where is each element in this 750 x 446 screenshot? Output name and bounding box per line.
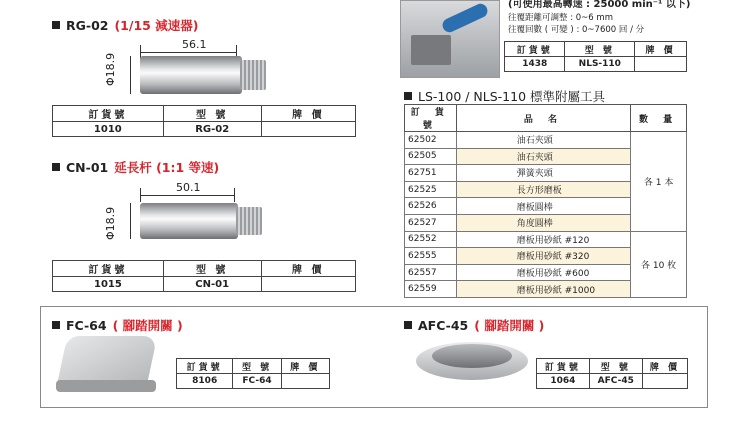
col-price: 牌 價 [261, 106, 355, 122]
price [635, 57, 687, 72]
col-model: 型 號 [233, 359, 281, 374]
rg02-title [52, 16, 198, 34]
bullet-square-icon [404, 92, 412, 100]
col-price: 牌 價 [261, 261, 355, 277]
dim-tick [234, 188, 235, 202]
col-price: 牌 價 [635, 42, 687, 57]
acc-title-text: LS-100 / NLS-110 標準附屬工具 [418, 89, 606, 104]
bullet-square-icon [404, 321, 412, 329]
dim-tick [130, 203, 131, 239]
accessory-order-no: 62557 [405, 264, 457, 281]
cn01-dim-line [140, 195, 234, 196]
model: FC-64 [233, 374, 281, 389]
col-model: 型 號 [589, 359, 642, 374]
accessory-order-no: 62502 [405, 132, 457, 149]
accessory-order-no: 62751 [405, 165, 457, 182]
accessory-table [404, 104, 687, 298]
accessory-order-no: 62505 [405, 148, 457, 165]
accessory-order-no: 62559 [405, 281, 457, 298]
col-price: 牌 價 [281, 359, 329, 374]
accessory-name: 油石夾頭 [456, 148, 630, 165]
fc64-subtitle: ( 腳踏開關 ) [112, 318, 183, 333]
bullet-square-icon [52, 21, 60, 29]
accessory-name: 磨板用砂紙 #1000 [456, 281, 630, 298]
nls-order-table [504, 41, 687, 72]
fc64-title [52, 316, 183, 334]
accessory-name: 長方形磨板 [456, 181, 630, 198]
rg02-subtitle: (1/15 減速器) [114, 18, 199, 33]
accessory-quantity: 各 10 枚 [631, 231, 687, 297]
afc45-code: AFC-45 [418, 317, 469, 333]
col-price: 牌 價 [642, 359, 687, 374]
model: NLS-110 [565, 57, 635, 72]
order-no: 8106 [177, 374, 233, 389]
price [261, 277, 355, 292]
accessory-name: 磨板用砂紙 #320 [456, 248, 630, 265]
nls110-image [400, 0, 500, 78]
nls-speed: (可使用最高轉速 : 25000 min⁻¹ 以下) [508, 0, 691, 10]
accessory-name: 角度圓棒 [456, 214, 630, 231]
bullet-square-icon [52, 163, 60, 171]
order-no: 1064 [537, 374, 590, 389]
col-order-no: 訂貨號 [53, 106, 164, 122]
model: RG-02 [163, 122, 261, 137]
afc45-subtitle: ( 腳踏開關 ) [474, 318, 545, 333]
fc64-code: FC-64 [66, 317, 107, 333]
rg02-length: 56.1 [182, 38, 207, 51]
fc64-order-table [176, 358, 330, 389]
col-order-no: 訂貨號 [53, 261, 164, 277]
order-no: 1438 [505, 57, 565, 72]
cn01-image [140, 203, 238, 239]
fc64-image [56, 336, 158, 394]
col-order-no: 訂貨號 [505, 42, 565, 57]
cn01-order-table [52, 260, 356, 292]
accessory-order-no: 62527 [405, 214, 457, 231]
price [261, 122, 355, 137]
cn01-subtitle: 延長杆 (1:1 等速) [114, 160, 220, 175]
rg02-thread [240, 60, 266, 90]
model: AFC-45 [589, 374, 642, 389]
order-no: 1010 [53, 122, 164, 137]
cn01-diameter: Φ18.9 [104, 206, 117, 240]
afc45-order-table [536, 358, 688, 389]
accessory-order-no: 62526 [405, 198, 457, 215]
bullet-square-icon [52, 321, 60, 329]
col-model: 型 號 [565, 42, 635, 57]
rg02-image [140, 56, 242, 94]
cn01-length: 50.1 [176, 181, 201, 194]
rg02-code: RG-02 [66, 17, 109, 33]
col-order-no: 訂貨號 [537, 359, 590, 374]
cn01-title [52, 158, 219, 176]
col-quantity: 數 量 [631, 105, 687, 132]
col-item-name: 品 名 [456, 105, 630, 132]
order-no: 1015 [53, 277, 164, 292]
price [281, 374, 329, 389]
accessory-order-no: 62525 [405, 181, 457, 198]
afc45-title [404, 316, 544, 334]
accessory-quantity: 各 1 本 [631, 132, 687, 232]
acc-title [404, 87, 605, 105]
accessory-name: 油石夾頭 [456, 132, 630, 149]
dim-tick [130, 56, 131, 94]
cn01-code: CN-01 [66, 159, 109, 175]
rg02-order-table [52, 105, 356, 137]
col-model: 型 號 [163, 261, 261, 277]
cn01-thread [236, 207, 262, 235]
nls-reciprocation: 往覆回數 ( 可變 ) : 0~7600 回 / 分 [508, 25, 645, 35]
col-order-no: 訂 貨 號 [405, 105, 457, 132]
accessory-name: 彈簧夾頭 [456, 165, 630, 182]
col-model: 型 號 [163, 106, 261, 122]
afc45-image [416, 338, 528, 382]
col-order-no: 訂貨號 [177, 359, 233, 374]
accessory-order-no: 62552 [405, 231, 457, 248]
model: CN-01 [163, 277, 261, 292]
accessory-name: 磨板用砂紙 #120 [456, 231, 630, 248]
accessory-name: 磨板用砂紙 #600 [456, 264, 630, 281]
rg02-diameter: Φ18.9 [104, 52, 117, 86]
accessory-name: 磨板圓棒 [456, 198, 630, 215]
nls-stroke: 往覆距離可調整 : 0~6 mm [508, 13, 613, 23]
rg02-dim-line [140, 52, 236, 53]
dim-tick [140, 188, 141, 202]
accessory-order-no: 62555 [405, 248, 457, 265]
price [642, 374, 687, 389]
accessory-row [405, 231, 687, 248]
accessory-row [405, 132, 687, 149]
